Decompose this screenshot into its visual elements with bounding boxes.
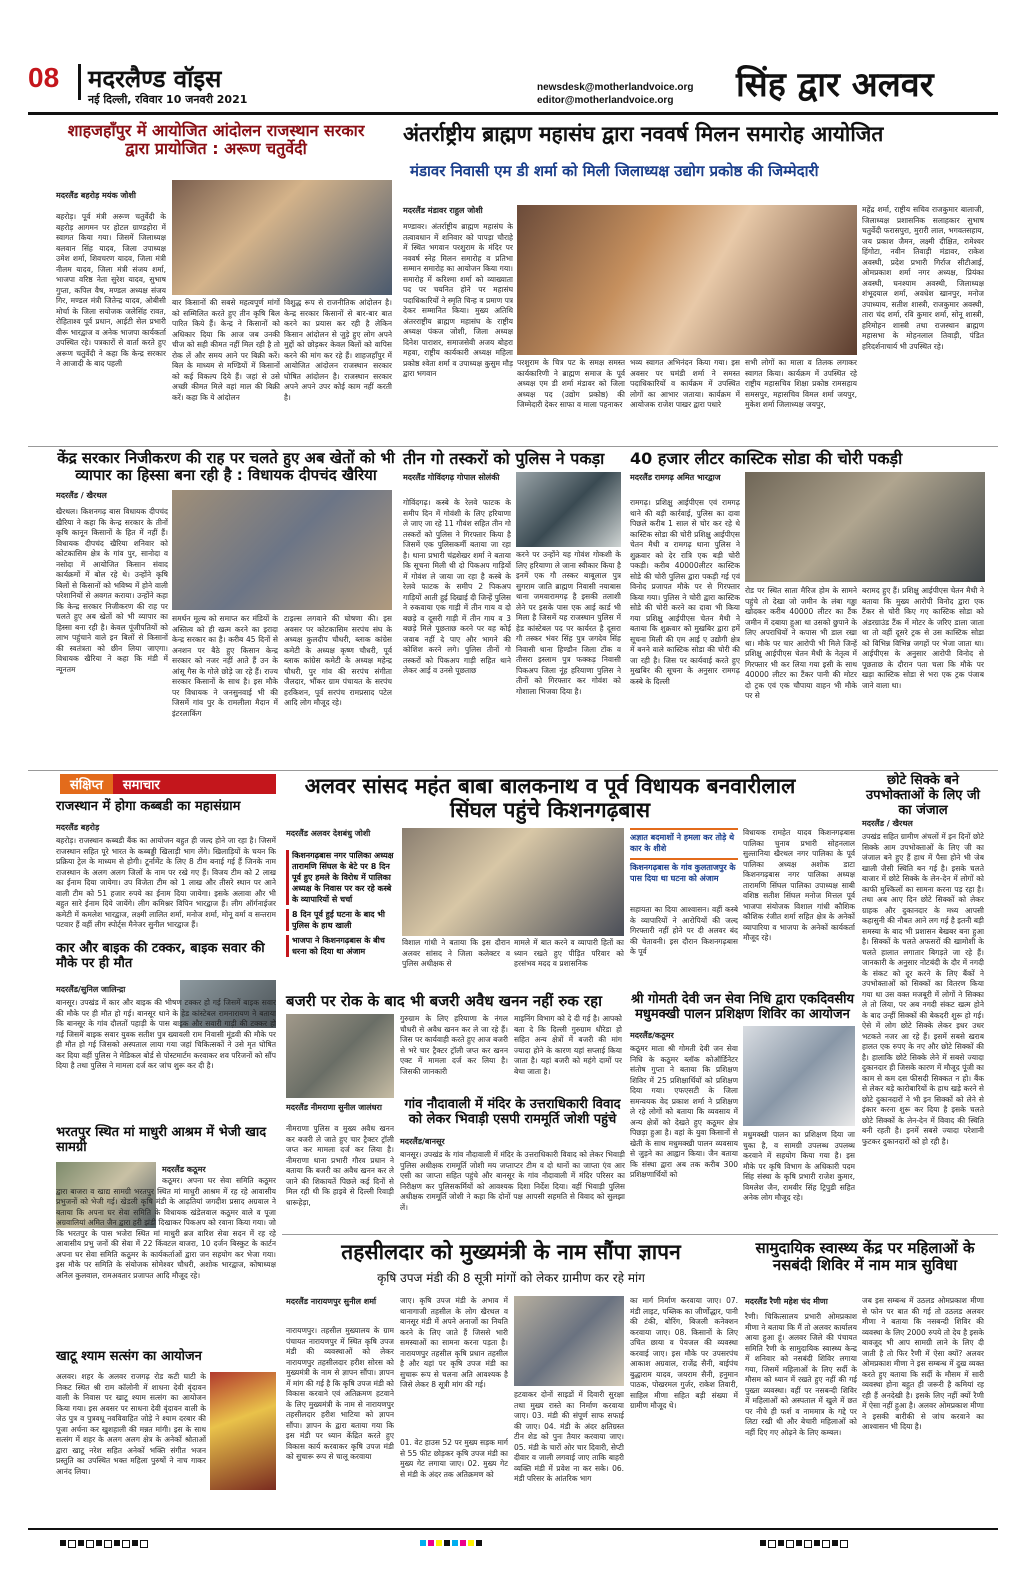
story5-text-col2: रोड पर स्थित साता मैरिज होम के सामने पहुंचे तो देखा जो जमीन के लंबा गड्ढा खोदकर करीब 40000 लीटर का टैंक जमीन में दबाया हुआ था उसको छुपाने के लिए अपराधियों ने कपास भी डाल रखा था। मौके पर चार आरोपी भी मिले जिन्हें प्रशिक्षु आईपीएस चेतन मैथी के नेतृत्व में गिरफ्तार भी कर लिया गया इसी के साथ 40000 लीटर का टैंकर पानी की मोटर दो ट्रक एवं एक चौपाया वाहन भी मौके पर से: [745, 586, 857, 700]
story3-text-col3: टाइल्स लगवाने की घोषणा की। इस अवसर पर कोटकासिम सरपंच संघ के अध्यक्ष कुलदीप चौधरी, ब्लाक कांग्रेस कमेटी के अध्यक्ष कृष्ण चौधरी, पूर्व ब्लाक कांग्रेस कमेटी के अध्यक्ष महेन्द्र चौधरी, पुर गांव की सरपंच संगीता जैलदार, भौंकर ग्राम पंचायत के सरपंच हरकिशन, पूर्व सरपंच रामप्रसाद पटेल आदि लोग मौजूद रहे।: [284, 614, 392, 707]
story10-byline: मदरलैंड / खैरथल: [862, 819, 913, 828]
story1-byline: मदरलैंड बहरोड़ मयंक जोशी: [56, 191, 136, 200]
story3-byline: मदरलैंड / खैरथल: [56, 491, 107, 500]
story1-headline: शाहजहाँपुर में आयोजित आंदोलन राजस्थान सरकार द्वारा प्रायोजित : अरूण चतुर्वेदी: [67, 121, 365, 159]
story2-subheadline: मंडावर निवासी एम डी शर्मा को मिली जिलाध्यक्ष उद्योग प्रकोष्ठ की जिम्मेदारी: [410, 162, 819, 180]
story8-text: बानसूर। उपखंड के गांव नौदावाली में मंदिर के उत्तराधिकारी विवाद को लेकर भिवाड़ी पुलिस अधीक्षक राममूर्ति जोशी मय जप्ताप्टर टीम व दो थानों का जाप्ता एंव आर एसी का जाप्ता सहित पहुंचे और बानसूर के गांव नौदावाली में मंदिर परिसर का निरीक्षण कर पुलिसकर्मियों को आवश्यक दिशा निर्देश दिया। वहीं भिवाड़ी पुलिस अधीक्षक राममूर्ति जोशी ने कहा कि दोनों पक्ष आपसी सहमति से विवाद को सुलझा लें।: [400, 1150, 625, 1212]
brief4-photo: [210, 1372, 276, 1490]
page-number: 08: [28, 62, 60, 93]
story5-text-col1: रामगढ़। प्रशिक्षु आईपीएस एवं रामगढ़ थाने की बड़ी कार्रवाई, पुलिस का दावा पिछले करीब 1 साल से चोर कर रहे थे कास्टिक सोडा की चोरी प्रशिक्षु आईपीएस चेतन मैथी व रामगढ़ थाना पुलिस ने शुक्रवार को देर रात्रि एक बड़ी चोरी पकड़ी। करीब 40000लीटर कास्टिक सोडे की चोरी पुलिस द्वारा पकड़ी गई एवं विनोद प्रजापत मौके पर से गिरफ्तार किया गया। पुलिस ने चोरी द्वारा कास्टिक सोडे की चोरी करने का दावा भी किया गया प्रशिक्षु आईपीएस चेतन मैथी ने बताया कि शुक्रवार को मुखबिर द्वारा हमें सूचना मिली की एम आई ए उद्योगी क्षेत्र में बनने वाले कास्टिक सोडा की चोरी की जा रही है। जिस पर कार्यवाई करते हुए मुखबिर की सूचना के अनुसार रामगढ़ कस्बे के दिल्ली: [630, 498, 740, 686]
brief-section-title-a: संक्षिप्त: [60, 774, 113, 794]
story5-text-col3: बरामद हुए हैं। प्रशिक्षु आईपीएस चेतन मैथी ने बताया कि मुख्य आरोपी विनोद द्वारा एक टैंकर से चोरी किए गए कास्टिक सोडा को अंडरग्राउंड टैंक में मोटर के जरिए डाला जाता था तो वहीं दूसरे ट्रक से उस कास्टिक सोडा को विभिन्न विभिन्न जगहों पर भेजा जाता था। आईपीएस के अनुसार आरोपी विनोद से पूछताछ के दौरान पता चला कि मौके पर खड़ा कास्टिक सोडा से भरा एक ट्रक पंजाब जाने वाला था।: [862, 586, 984, 690]
brief1-byline: मदरलैंड बहरोड़: [56, 823, 100, 832]
brief2-text: बानसूर। उपखंड में कार और बाइक की भीषण टक्कर हो गई जिसमें बाइक सवार की मौके पर ही मौत हो गई। बानसूर थाने के हेड कांस्टेबल रामनारायण ने बताया कि बानसूर के गांव दौलतों पहाड़ी के पास बाइक और सवारी गाड़ी की टक्कर हो गई जिसमें बाइक सवार युवक सतीश पुत्र ख्यावली राम निवासी मूंडवी की मौके पर ही मौत हो गई जिसको अस्पताल लाया गया जहां चिकित्सकों ने उसे मृत घोषित कर दिया वहीं पुलिस ने मेडिकल बोर्ड से पोस्टमार्टम करवाकर शव परिजनों को सौंप दिया है तथा पुलिस ने मामला दर्ज कर जांच शुरू कर दी है।: [56, 998, 276, 1070]
story7-photo: [286, 1014, 394, 1098]
story3-text-col1: खैरथल। किशनगढ़ बास विधायक दीपचंद खैरिया ने कहा कि केन्द्र सरकार के तीनों कृषि कानून किसानों के हित में नहीं हैं। विधायक दीपचंद खैरिया शनिवार को कोटकासिम क्षेत्र के गांव पुर, सानोदा व नसोदा में आयोजित किसान संवाद कार्यक्रमों में बोल रहे थे। उन्होंने कृषि बिलों से किसानों को भविष्य में होने वाली परेशानियों से अवगत कराया। उन्होंने कहा कि केन्द्र सरकार निजीकरण की राह पर चलते हुए अब खेतों को भी व्यापार का हिस्सा बना रही है। केवल पूंजीपतियों को लाभ पहुंचाने वाले इन बिलों से किसानों की स्वतंत्रता को छीन लिया जाएगा। विधायक खैरिया ने कहा कि मंडी में न्यूनतम: [56, 507, 168, 674]
story11-byline: मदरलैंड नारायणपुर सुनील शर्मा: [286, 1297, 377, 1306]
footer-color-marks-right: [760, 1540, 848, 1548]
story1-text-col1: बहरोड़। पूर्व मंत्री अरूण चतुर्वेदी के बहरोड़ आगमन पर होटल ग्राण्डहोरा में स्वागत किया गया। जिसमें जिलाध्यक्ष बलवान सिंह यादव, जिला उपाध्यक्ष उमेश शर्मा, शिवचरण यादव, जिला मंत्री नीलम यादव, जिला मंत्री संजय शर्मा, भाजपा वरिष्ठ नेता सुरेश यादव, सुभाष गुप्ता, कपिल वैष, मण्डल अध्यक्ष संजय गिर, मण्डल मंत्री जितेन्द्र यादव, ओबीसी मोर्चा के जिला सयोजक जलेसिंह रावत, रोहिताश्व पूर्व प्रधान, आईटी सेल प्रभारी वीरू भारद्वाज व अनेक भाजपा कार्यकर्ता उपस्थित रहे। पत्रकारों से वार्ता करते हुए अरूण चतुर्वेदी ने कहा कि केन्द्र सरकार ने आजादी के बाद पहली: [56, 212, 166, 368]
brief3-headline: भरतपुर स्थित मां माधुरी आश्रम में भेजी खाद सामग्री: [56, 1125, 267, 1155]
section-title: सिंह द्वार अलवर: [736, 65, 934, 105]
footer-rule: [28, 1528, 998, 1530]
story11-text-col1: नारायणपुर। तहसील मुख्यालय के ग्राम पंचायत नारायणपुर में स्थित कृषि उपज मंडी की व्यवस्थाओं को लेकर नारायणपुर तहसीलदार हरीश सोरस को मुख्यमंत्री के नाम से ज्ञापन सौंपा। ज्ञापन में मांग की गई है कि कृषि उपज मंडी को विकास करवाने एवं अतिक्रमण हटवाने के लिए मुख्यमंत्री के नाम से नारायणपुर तहसीलदार हरीश भाटिया को ज्ञापन सौंपा। ज्ञापन के द्वारा बताया गया कि इस मंडी पर ध्यान केंद्रित करते हुए विकास कार्य करवाकर कृषि उपज मंडी को सुचारू रूप से चालू करवाया: [286, 1326, 394, 1461]
masthead-divider: [78, 64, 81, 100]
story6-bullet: 8 दिन पूर्व हुई घटना के बाद भी पुलिस के हाथ खाली: [286, 909, 396, 931]
brief2-byline: मदरलैंड/सुनिल जालिन्द्रा: [56, 985, 126, 994]
story6-photo: [402, 828, 624, 936]
story10-headline: छोटे सिक्के बने उपभोक्ताओं के लिए जी का जंजाल: [866, 773, 980, 818]
story11-text-col5: का मार्ग निर्माण करवाया जाए। 07. मंडी लाइट, पब्लिक का जीर्णोद्धार, पानी की टंकी, बोरिंग, बिजली कनेक्शन करवाया जाए। 08. किसानों के लिए उचित छाया व पेयजल की व्यवस्था करवाई जाए। इस मौके पर उपसरपंच आकाश अग्रवाल, राजेंद्र सैनी, बाईपंच बुद्धाराम यादव, जयराम सैनी, हनुमान पाठक, पोखरमल गुर्जर, राकेश तिवारी, साहिल मीणा सहित बड़ी संख्या में ग्रामीण मौजूद थे।: [630, 1296, 738, 1410]
story12-byline: मदरलैंड रैणी महेश चंद मीणा: [745, 1297, 828, 1306]
story2-text-col2: परशुराम के चित्र पट के समक्ष समस्त कार्यकारिणी ने ब्राह्मण समाज के पूर्व अध्यक्ष एम डी शर्मा मंडावर को जिला अध्यक्ष पद (उद्योग प्रकोष्ठ) की जिम्मेदारी देकर साफा व माला पहनाकर: [517, 358, 625, 409]
story9-headline: श्री गोमती देवी जन सेवा निधि द्वारा एकदिवसीय मधुमक्खी पालन प्रशिक्षण शिविर का आयोजन: [630, 992, 855, 1022]
row-divider-3: [282, 1234, 998, 1235]
story6-text-col2: विशाल गांधी ने बताया कि इस दौरान अलवर सांसद ने जिला कलेक्टर व पुलिस अधीक्षक से: [402, 938, 510, 968]
brief-section-title-b: समाचार: [113, 774, 276, 794]
story12-text-col1: रैणी। चिकित्सालय प्रभारी ओमप्रकाश मीणा ने बताया कि मैं तो अलवर कार्यालय आया हुआ हूं। अलवर जिले की पंचायत समिति रैणी के सामुदायिक स्वास्थ्य केन्द्र में शनिवार को नसबंदी शिविर लगाया गया, जिसमें महिलाओं के लिए सर्दी के मौसम को ध्यान में रखते हुए नहीं की गई पुख्ता व्यवस्था। वहीं पर नसबन्दी शिविर में महिलाओं को अस्पताल में खुले में छत पर नीचे ही फर्श व नाममात्र के गद्दे पर लिटा रखी थी और बेचारी महिलाओं को नहीं दिए गए ओढ़ने के लिए कम्बल।: [745, 1312, 857, 1437]
row-divider-2: [28, 770, 998, 771]
story11-text-col2: जाए। कृषि उपज मंडी के अभाव में थानागाजी तहसील के लोग खैरथल व बानसूर मंडी में अपने अनाजों का नियति करने के लिए जाते हैं जिससे भारी समस्याओं का सामना करना पड़ता है। नारायणपुर तहसील कृषि प्रधान तहसील है और यहां पर कृषि उपज मंडी का सुचारू रूप से चलना अति आवश्यक है जिसे लेकर 8 सूत्री मांग की गई।: [400, 1296, 508, 1389]
masthead-rule: [28, 112, 998, 115]
story7-byline: मदरलैंड नीमराणा सुनील जालंधरा: [286, 1103, 382, 1112]
story2-text-col3: भव्य स्वागत अभिनंदन किया गया। इस अवसर पर घमंडी शर्मा ने समस्त पदाधिकारियों व कार्यक्रम में उपस्थित लोगों का आभार जताया। कार्यक्रम में आयोजक राजेश पाखर द्वारा पधारे: [630, 358, 740, 409]
story7-text-col2: गुरुग्राम के लिए हरियाणा के नंगल चौधरी से अवैध खनन कर ले जा रहे हैं। जिस पर कार्यवाही करते हुए आज बजरी से भरे चार ट्रैक्टर ट्रॉली जप्त कर खनन एक्ट में मामला दर्ज कर लिया है। जिसकी जानकारी: [400, 1014, 508, 1076]
story11-photo: [514, 1296, 624, 1386]
email-editor[interactable]: editor@motherlandvoice.org: [537, 95, 674, 106]
story1-text-col3: विशुद्ध रूप से राजनीतिक आंदोलन है। केन्द्र सरकार किसानों से बार-बार बात करने का प्रयास कर रही है लेकिन किसान आंदोलन से जुड़े हुए लोग अपने मुद्दों को छोड़कर केवल बिलों को वापिस करने की मांग कर रहे हैं। शाहजहाँपुर में आयोजित आंदोलन राजस्थान सरकार घोषित आंदोलन है। राजस्थान सरकार अपने अपने उपर कोई काम नहीं करती है।: [284, 298, 392, 402]
story7-text-col3: माइनिंग विभाग को दे दी गई है। आपको बता दे कि दिल्ली गुरुग्राम धौरेडा हो सहित अन्य क्षेत्रों में बजरी की मांग ज्यादा होने के कारण यहां सप्लाई किया जाता है। यहां बजरी को महंगे दामों पर बेचा जाता है।: [514, 1014, 622, 1076]
story5-byline: मदरलैंड रामगढ़ अमित भारद्वाज: [630, 473, 721, 482]
story2-text-col4: सभी लोगों का माला व तिलक लगाकर स्वागत किया। कार्यक्रम में उपस्थित रहे राष्ट्रीय महासचिव शिक्षा प्रकोष्ठ रामसहाय समसपुर, महासचिव विमल शर्मा जयपुर, मुकेश शर्मा जिलाध्यक्ष जयपुर,: [745, 358, 857, 409]
story11-text-col4: हटवाकर दोनों साइडों में दिवारी सुरक्षा तथा मुख्य रास्ते का निर्माण करवाया जाए। 03. मंडी की संपूर्ण साफ सफाई की जाए। 04. मंडी के अंदर क्षतिग्रस्त टीन शेड को पुनः तैयार करवाया जाए। 05. मंडी के चारों ओर चार दिवारी, सेप्टी दीवार व जाली लगवाई जाए ताकि बाहरी व्यक्ति मंडी में प्रवेश ना कर सके। 06. मंडी परिसर के आंतरिक भाग: [514, 1390, 624, 1483]
story7-text-col1: नीमराणा पुलिस व मुख्य अवैध खनन कर बजरी ले जाते हुए चार ट्रैक्टर ट्रॉली जप्त कर मामला दर्ज कर लिया है। नीमराणा थाना प्रभारी गौरव प्रधान ने बताया कि बजरी का अवैध खनन कर ले जाने की शिकायतें पिछले कई दिनों से मिल रही थी कि हाइवे से दिल्ली रिवाड़ी धारूहेड़ा,: [286, 1124, 394, 1207]
row-divider-1: [28, 446, 998, 447]
brief4-headline: खाटू श्याम सत्संग का आयोजन: [56, 1349, 202, 1364]
dateline: नई दिल्ली, रविवार 10 जनवरी 2021: [88, 93, 248, 106]
story5-photo: [745, 472, 985, 582]
footer-color-marks-left: [60, 1540, 148, 1548]
story12-headline: सामुदायिक स्वास्थ्य केंद्र पर महिलाओं के नसबंदी शिविर में नाम मात्र सुविधा: [755, 1239, 975, 1275]
story4-text-col2: करने पर उन्होंने यह गोवंश गोकशी के लिए हरियाणा ले जाना स्वीकार किया है इनमें एक गौ तस्कर बाबूलाल पुत्र सुगराम जाति ब्राह्मण निवासी नयाबास थाना जमवारामगढ़ है इसकी तलाशी लेने पर इसके पास एक आई कार्ड भी मिला है जिसमें यह राजस्थान पुलिस में हेड कांस्टेबल पद पर कार्यरत है दूसरा गौ तस्कर भंवर सिंह पुत्र जगदेव सिंह निवासी थाना हिण्डौन जिला टोंक व तीसरा इस्लाम पुत्र फक्कड़ निवासी पिकअप जिला नूंह हरियाणा पुलिस ने तीनों को गिरफ्तार कर गोवंश को गोशाला भिजवा दिया है।: [516, 550, 621, 696]
story11-subheadline: कृषि उपज मंडी की 8 सूत्री मांगों को लेकर ग्रामीण कर रहे मांग: [377, 1271, 645, 1285]
story3-headline: केंद्र सरकार निजीकरण की राह पर चलते हुए अब खेतों को भी व्यापार का हिस्सा बना रही है : विधायक दीपचंद खैरिया: [57, 449, 395, 485]
story6-bullet2: किशनगढ़बास के गांव कुलताजपुर के पास दिया था घटना को अंजाम: [630, 858, 738, 884]
brief3-text: कठूमर। अपना घर सेवा समिति कठूमर द्वारा बाजरा व खाद्य सामग्री भरतपुर स्थित मां माधुरी आश्रम में रह रहे आवासीय प्रभुजनों को भेजी गई। खेडली कृषि मंडी के आढ़तियां जगदीश प्रसाद अग्रवाल ने बताया कि अपना घर सेवा समिति के विधायक खंडेलवाल कठूमर वाले व पूजा अग्रवालियां अमित जैन द्वारा हरी झंडी दिखाकर पिकअप को रवाना किया गया। जो कि भरतपुर के पास भजेरा स्थित मां माधुरी ब्रज वारिश सेवा सदन में रह रहे आवासीय प्रभु जनों की सेवा में 22 किंवटल बाजरा, 10 दर्जन बिस्कुट के कार्टन अपना घर सेवा समिति कठूमर के कार्यकर्ताओं द्वारा जन सहयोग कर भेजा गया। इस मौके पर समिति के संयोजक सोमेश्वर चौधरी, अशोक भारद्वाज, कोषाध्यक्ष अनिल कुलवाल, रामअवतार प्रजापत आदि मौजूद रहे।: [56, 1176, 276, 1280]
story11-headline: तहसीलदार को मुख्यमंत्री के नाम सौंपा ज्ञापन: [341, 1240, 681, 1264]
story9-text-col1: कठूमर माता श्री गोमती देवी जन सेवा निधि के कठूमर ब्लॉक कोऑर्डिनेटर संतोष गुप्ता ने बताया कि प्रशिक्षण शिविर में 25 प्रशिक्षार्थियों को प्रशिक्षण दिया गया। एफएसटी के जिला समन्वयक वेद प्रकाश शर्मा ने प्रशिक्षण ले रहे लोगों को बताया कि व्यवसाय में अन्य क्षेत्रों को देखते हुए कठूमर क्षेत्र पिछड़ा हुआ है। वहां के युवा किसानों से खेती के साथ मधुमक्खी पालन व्यवसाय से जुड़ने का आह्वान किया। जैन बताया कि संस्था द्वारा अब तक करीब 300 प्रशिक्षणार्थियों को: [630, 1044, 738, 1179]
brief4-text: अलवर। शहर के अलवर राजगढ़ रोड कटी घाटी के निकट स्थित श्री राम कॉलोनी में शाधना देवी वृंदावन वाली के निवास पर खाटू श्याम सत्संग का आयोजन किया गया। इस अवसर पर साधना देवी वृंदावन वाली के जेठ पुत्र व पुत्रवधू नवविवाहित जोड़े ने श्याम दरबार की पूजा अर्चना कर खुशहाली की मन्नत मांगी। इस के साथ सत्संग में शहर के अलग अलग क्षेत्र के अनेकों श्रोताओं द्वारा खाटू नरेश सहित अनेकों भक्ति संगीत भजन प्रस्तुति का उपस्थित भक्त महिला पुरुषों ने नाच गाकर आनंद लिया।: [56, 1372, 206, 1476]
story12-text-col2: जब इस सम्बन्ध में उठलड ओमप्रकाश मीणा से फोन पर बात की गई तो उठलड अलवर मीणा ने बताया कि नसबन्दी शिविर की व्यवस्था के लिए 2000 रुपये तो देय है इसके बावजूद भी आप सामग्री लाने के लिए दी जाती है तो फिर रैणी में ऐसा क्यों? अलवर ओमप्रकाश मीणा ने इस सम्बन्ध में दुख व्यक्त करते हुए बताया कि सर्दी के मौसम में सारी व्यवस्था होना बहुत ही जरूरी है कमियां रह रही हैं अनदेखी है। इसके लिए नहीं क्यों रैणी में ऐसा नहीं हुआ है। अलवर ओमप्रकाश मीणा ने इसकी बारीकी से जांच करवाने का आश्वासन भी दिया है।: [862, 1296, 984, 1431]
story6-headline: अलवर सांसद महंत बाबा बालकनाथ व पूर्व विधायक बनवारीलाल सिंघल पहुंचे किशनगढ़बास: [304, 774, 796, 823]
story8-byline: मदरलैंड/बानसूर: [400, 1137, 445, 1146]
story2-photo: [517, 205, 857, 355]
brief1-text: बहरोड़। राजस्थान कब्बडी बैंक का आयोजन बहुत ही जल्द होने जा रहा है। जिसमें राजस्थान सहित पूरे भारत के कब्बड्डी खिलाड़ी भाग लेंगे। खिलाड़ियों के चयन कि प्रक्रिया ट्रेल के माध्यम से होगी। टूर्नामेंट के लिए 8 टीम बनाई गई हैं जिनके नाम राजस्थान के अलग अलग जिलों के नाम पर रखे गए हैं। विजय टीम को 2 लाख का ईनाम दिया जायेगा। उप विजेता टीम को 1 लाख और तीसरे स्थान पर आने वाली टीम को 51 हजार रुपये का ईनाम दिया जायेगा। इसके अलावा और भी बहुत सारे ईनाम दिये जायेंगे। लीग कमिश्नर विपिन भारद्वाज हैं। लीग ऑर्गनाईजर कमेटी में कमलेश भारद्वाज, लक्ष्मी लालित शर्मा, मनोज शर्मा, मोनू वर्मा व सन्तराम पटवार हैं वहीं लीग स्पोर्ट्स मैनेजर सुनील भारद्वाज हैं।: [56, 836, 276, 929]
story1-text-col2: बार किसानों की सबसे महत्वपूर्ण मांगों को सम्मिलित करते हुए तीन कृषि बिल पारित किये हैं। केन्द्र ने किसानों को अधिकार दिया कि आज जब उनकी चीज को सही कीमत नहीं मिल रही है तो रोक लें और समय आने पर बिक्री करें। बिल के माध्यम से मण्डियों में किसानों को कई विकल्प दिये हैं। जहां से उसे अच्छी कीमत मिले वहां माल की बिक्री करें। कहा कि ये आंदोलन: [172, 298, 280, 402]
story2-text-col1: मण्डावर। अंतर्राष्ट्रीय ब्राह्मण महासंघ के तत्वावधान में शनिवार को पापड़ा चौराहे में स्थित भगवान परशुराम के मंदिर पर नववर्ष स्नेह मिलन समारोह व प्रतिभा सम्मान समारोह का आयोजन किया गया। समारोह में करिश्मा शर्मा को व्याख्याता पद पर चयनित होने पर महासंघ पदाधिकारियों ने स्मृति चिन्ह व प्रमाण पत्र देकर सम्मानित किया। मुख्य अतिथि अंतरराष्ट्रीय ब्राह्मण महासंघ के राष्ट्रीय अध्यक्ष पंकज जोशी, जिला अध्यक्ष दिनेश पाराशर, समाजसेवी अजय बोहरा महवा, राष्ट्रीय कार्यकारी अध्यक्ष महिला प्रकोष्ठ श्वेता शर्मा व उपाध्यक्ष कुसुम मौड़ द्वारा भगवान: [403, 222, 513, 378]
story6-bullets: [286, 850, 396, 957]
story1-photo: [172, 180, 392, 295]
story6-bullets2: [630, 828, 738, 884]
story6-byline: मदरलैंड अलवर देशबंधु जोशी: [286, 829, 371, 838]
story2-byline: मदरलैंड मंडावर राहुल जोशी: [403, 206, 483, 215]
story9-text-col2: मधुमक्खी पालन का प्रशिक्षण दिया जा चुका है, व सामग्री उपलब्ध उपलब्ध करवाने में सहयोग किया गया है। इस मौके पर कृषि विभाग के अधिकारी पदम सिंह संस्था के कृषि प्रभारी राजेश कुमार, विमलेश जैन, रामवीर सिंह ट्रिपुडी सहित अनेक लोग मौजूद रहे।: [743, 1130, 855, 1202]
paper-name: मदरलैण्ड वॉइस: [88, 65, 222, 93]
story6-text-col3: मामले में बात करने व व्यापारी हितों का ध्यान रखते हुए पीड़ित परिवार को हरसंभव मदद व प्रशासनिक: [514, 938, 624, 968]
story4-text-col1: गोविंदगढ़। कस्बे के रेलवे फाटक के समीप दिन में गोवंशी के लिए हरियाणा ले जाए जा रहे 11 गौवंश सहित तीन गो तस्करों को पुलिस ने गिरफ्तार किया है जिसमें एक पुलिसकर्मी बताया जा रहा है। थाना प्रभारी चंद्रशेखर शर्मा ने बताया कि सूचना मिली थी दो पिकअप गाड़ियों में गोवंश ले जाया जा रहा है कस्बे के रेलवे फाटक के समीप 2 पिकअप गाड़ियों आती हुई दिखाई दी जिन्हें पुलिस ने रुकवाया एक गाड़ी में तीन गाय व दो बछड़े व दूसरी गाड़ी में तीन गाय व 3 बछड़े मिले पूछताछ करने पर वह कोई जवाब नहीं दे पाए और भागने की कोशिश करने लगे। पुलिस तीनों गो तस्करों को पिकअप गाड़ी सहित थाने लेकर आई व उनसे पूछताछ: [403, 498, 511, 675]
story7-headline: बजरी पर रोक के बाद भी बजरी अवैध खनन नहीं रुक रहा: [286, 992, 603, 1010]
story8-headline: गांव नौदावाली में मंदिर के उत्तराधिकारी विवाद को लेकर भिवाड़ी एसपी राममूर्ति जोशी पहुंचे: [404, 1097, 621, 1127]
story10-text: उपखंड सहित ग्रामीण अंचलों में इन दिनों छोटे सिक्के आम उपभोक्ताओं के लिए जी का जंजाल बने हुए हैं हाथ में पैसा होने भी जेब खाली जैसी स्थिति बन गई है। इसके चलते बाजार में छोटे सिक्के के लेन-देन में लोगों को काफी मुश्किलों का सामना करना पड़ रहा है। तथा अब आए दिन छोटे सिक्कों को लेकर ग्राहक और दुकानदार के मध्य आपसी कहासुनी की नौबत आने लग गई है इतनी बड़ी समस्या के बाद भी प्रशासन बेखबर बना हुआ है। सिक्कों के चलते अफसरों की खामोशी के चलते हालात लगातार बिगड़ते जा रहे हैं। जानकारी के अनुसार नोटबंदी के दौर में नगदी के संकट को दूर करने के लिए बैंकों ने उपभोक्ताओं को सिक्कों का वितरण किया गया था उस वक्त मजबूरी में लोगों ने सिक्का ले तो लिया, पर अब नगदी संकट खत्म होने के बाद उन्हीं सिक्कों की बेकदरी शुरू हो गई। ऐसे में लोग छोटे सिक्के लेकर इधर उधर भटकते नजर आ रहे हैं। इसमें सबसे खराब हालत एक रुपए के नए और छोटे सिक्कों की है। हालाकि छोटे सिक्के लेने में सबसे ज्यादा दुकानदार ही जिसके कारण में मौजूद पूंजी का काम से कम दस फीसदी सिक्कत न हो। बैंक से लेकर बड़े कारोबारियों के हाथ खड़े करने से छोटे दुकानदारों ने भी इन सिक्कों को लेने से इंकार करना शुरू कर दिया है इसके चलते छोटे सिक्कों के लेन-देन में विवाद की स्थिति बनी रहती है। इनमें सबसे ज्यादा परेशानी फुटकर दुकानदारों को हो रही है।: [862, 832, 984, 1146]
brief3-byline: मदरलैंड कठूमर: [162, 1165, 206, 1174]
story6-text-col5: विधायक रामहेत यादव किशनगढ़बास पालिका चुनाव प्रभारी सोहनलाल सुल्तानिया खैरथल नगर पालिका के पूर्व पालिका अध्यक्ष अशोक डाटा किशनगढ़बास नगर पालिका अध्यक्ष तारामणि सिंघल पालिका उपाध्यक्ष साबी वशिष्ठ सतीश सिंघल मनोज मित्तल पूर्व भाजपा संयोजक विशाल गांधी कौशिक कौशिक रंजीत शर्मा सहित क्षेत्र के अनेकों व्यापारिया व भाजपा के अनेकों कार्यकर्ता मौजूद रहे।: [743, 828, 855, 942]
story6-bullet: भाजपा ने किशनगढ़बास के बीच धरना को दिया था अंजाम: [286, 935, 396, 957]
story6-bullet: किशनगढ़बास नगर पालिका अध्यक्ष तारामणि सिंघल के बेटे पर 8 दिन पूर्व हुए हमले के विरोध में पालिका अध्यक्ष के निवास पर कर रहे कस्बे के व्यापारियों से चर्चा: [286, 850, 396, 905]
story4-photo: [516, 472, 621, 547]
story9-photo: [743, 1026, 855, 1126]
footer-color-marks-center: [420, 1540, 482, 1546]
story4-byline: मदरलैंड गोविंदगढ़ गोपाल सोलंकी: [403, 473, 500, 482]
story5-headline: 40 हजार लीटर कास्टिक सोडा की चोरी पकड़ी: [630, 449, 903, 468]
story2-headline: अंतर्राष्ट्रीय ब्राह्मण महासंघ द्वारा नववर्ष मिलन समारोह आयोजित: [403, 122, 884, 146]
story3-photo: [172, 490, 392, 610]
story4-headline: तीन गो तस्करों को पुलिस ने पकड़ा: [403, 449, 605, 468]
story6-bullet2: अज्ञात बदमाशों ने हमला कर तोड़े थे कार के शीशे: [630, 828, 738, 854]
story11-text-col3: 01. वेट हाउस 52 पर मुख्य सड़क मार्ग से 55 फीट छोड़कर कृषि उपज मंडी का मुख्य गेट लगाया जाए। 02. मुख्य गेट से मंडी के अंदर तक अतिक्रमण को: [400, 1438, 508, 1479]
email-newsdesk[interactable]: newsdesk@motherlandvoice.org: [537, 82, 694, 93]
story2-text-col5: महेंद्र शर्मा, राष्ट्रीय सचिव राजकुमार बालाजी, जिलाध्यक्ष प्रशासनिक सलाहकार सुभाष चतुर्वेदी फरासपुरा, मुरारी लाल, भगवतसहाय, जय प्रकाश जैमन, लक्ष्मी दीक्षित, रामेश्वर हिंगोटा, नवीन तिवाड़ी मंडावर, राकेश अवस्थी, प्रदेश प्रभारी गिर्राज सीटीआई, ओमप्रकाश शर्मा नगर अध्यक्ष, प्रियंका अवस्थी, घनश्याम अवस्थी, जिलाध्यक्ष शंभूदयाल शर्मा, अवधेश खानपुर, मनोज उपाध्याय, सतीश शास्त्री, राजकुमार अवस्थी, तारा चंद शर्मा, रवि कुमार शर्मा, सोनू शास्त्री, हरिमोहन शास्त्री तथा राजस्थान ब्राह्मण महासभा के मोहनलाल तिवाड़ी, पंडित हरिदर्शनाचार्य भी उपस्थित रहे।: [862, 205, 984, 351]
story3-text-col2: समर्थन मूल्य को समाप्त कर मंडियों के अस्तित्व को ही खत्म करने का इरादा केन्द्र सरकार का है। करीब 45 दिनों से अनशन पर बैठे हुए किसान केन्द्र सरकार को नजर नहीं आते हैं उन के आंसू गैस के गोले छोड़े जा रहे हैं। राज्य सरकार किसानों के साथ है। इस मौके पर विधायक ने जनसुनवाई भी की जिसमें गांव पुर के रामलीला मैदान में इंटरलाकिंग: [172, 614, 278, 718]
brief-section-banner: [60, 774, 276, 794]
story6-text-col4: सहायता का दिया आश्वासन। वहीं कस्बे के व्यापारियों ने आरोपियों की जल्द गिरफ्तारी नहीं होने पर दी अलवर बंद की चेतावनी। इस दौरान किशनगढ़बास के पूर्व: [630, 905, 738, 956]
story9-byline: मदरलैंड/कठूमर: [630, 1031, 674, 1040]
brief2-headline: कार और बाइक की टक्कर, बाइक सवार की मौके पर ही मौत: [56, 941, 265, 971]
brief1-headline: राजस्थान में होगा कब्बडी का महासंग्राम: [56, 799, 241, 814]
